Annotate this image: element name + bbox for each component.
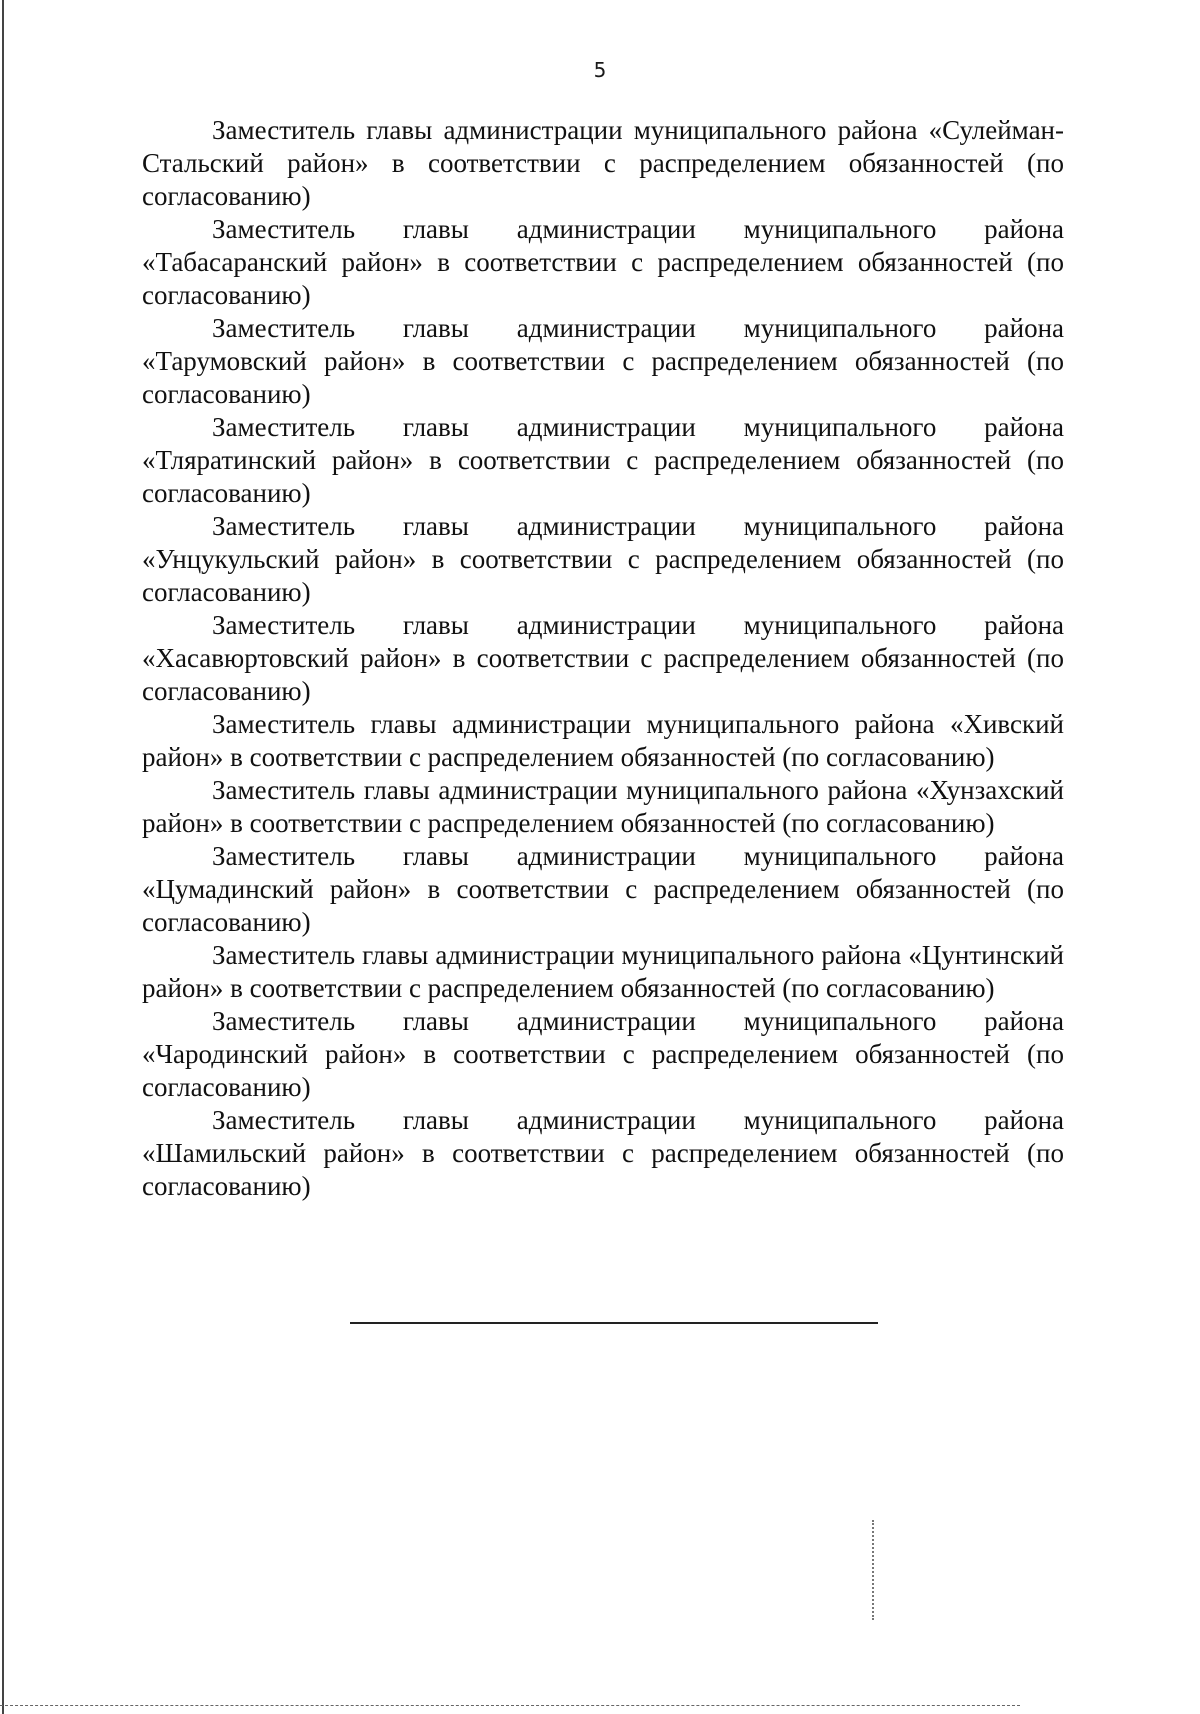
- paragraph-khivsky: Заместитель главы администрации муниципального района «Хивский район» в соответствии с распределением обязанностей (по согласованию): [142, 709, 1064, 772]
- paragraph-tsuntinsky: Заместитель главы администрации муниципального района «Цунтинский район» в соответствии с распределением обязанностей (по согласованию): [142, 940, 1064, 1003]
- scan-artifact-dots: [872, 1520, 874, 1620]
- paragraph-suleyman-stalsky: Заместитель главы администрации муниципального района «Сулейман-Стальский район» в соответствии с распределением обязанностей (по согласованию): [142, 115, 1064, 211]
- scan-edge-bottom: [0, 1705, 1020, 1706]
- paragraph-tarumovsky: Заместитель главы администрации муниципального района «Тарумовский район» в соответствии с распределением обязанностей (по согласованию): [142, 313, 1064, 409]
- paragraph-shamilsky: Заместитель главы администрации муниципального района «Шамильский район» в соответствии с распределением обязанностей (по согласованию): [142, 1105, 1064, 1201]
- paragraph-tabasaransky: Заместитель главы администрации муниципального района «Табасаранский район» в соответствии с распределением обязанностей (по согласованию): [142, 214, 1064, 310]
- paragraph-untsukulsky: Заместитель главы администрации муниципального района «Унцукульский район» в соответствии с распределением обязанностей (по согласованию): [142, 511, 1064, 607]
- paragraph-khasavyurtovsky: Заместитель главы администрации муниципального района «Хасавюртовский район» в соответствии с распределением обязанностей (по согласованию): [142, 610, 1064, 706]
- document-body: [142, 114, 1064, 1203]
- scan-edge-left: [2, 0, 4, 1714]
- paragraph-charodinsky: Заместитель главы администрации муниципального района «Чародинский район» в соответствии с распределением обязанностей (по согласованию): [142, 1006, 1064, 1102]
- paragraph-tsumadinsky: Заместитель главы администрации муниципального района «Цумадинский район» в соответствии с распределением обязанностей (по согласованию): [142, 841, 1064, 937]
- end-separator-line: [350, 1322, 878, 1324]
- paragraph-khunzakhsky: Заместитель главы администрации муниципального района «Хунзахский район» в соответствии с распределением обязанностей (по согласованию): [142, 775, 1064, 838]
- paragraph-tlyaratinsky: Заместитель главы администрации муниципального района «Тляратинский район» в соответствии с распределением обязанностей (по согласованию): [142, 412, 1064, 508]
- page-number: 5: [593, 58, 607, 82]
